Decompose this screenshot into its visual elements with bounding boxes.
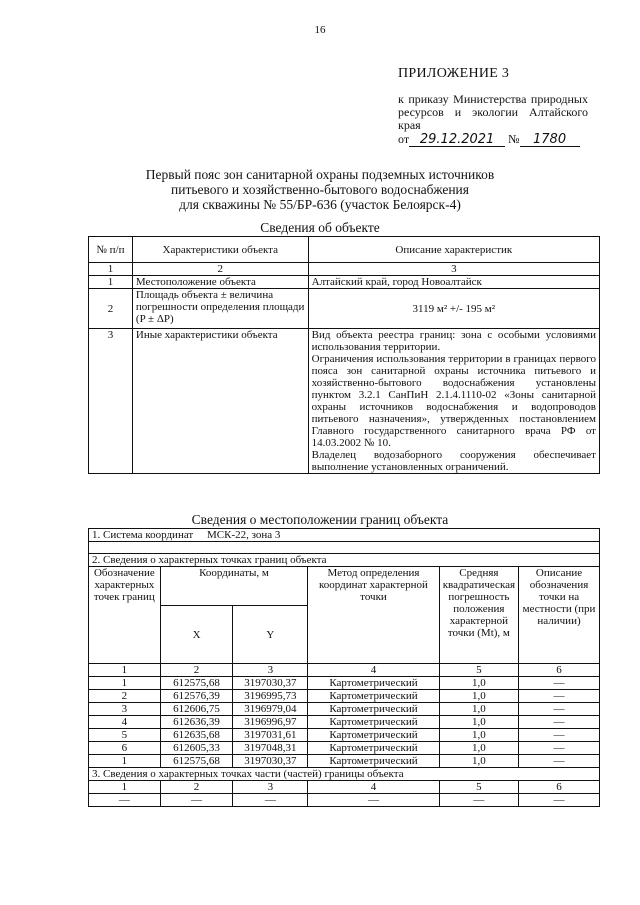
title-line-3: для скважины № 55/БР-636 (участок Белоярск-4) [179, 197, 461, 212]
empty-cell: — [519, 794, 600, 807]
coord-x: 612606,75 [160, 703, 233, 716]
empty-cell: — [160, 794, 233, 807]
table-row [89, 289, 600, 329]
boundary-heading: Сведения о местоположении границ объекта [191, 512, 449, 527]
table-row [89, 742, 600, 755]
row-num: 2 [89, 289, 133, 329]
row-name: Иные характеристики объекта [132, 329, 308, 474]
header-x: X [160, 606, 233, 664]
object-info-heading: Сведения об объекте [260, 220, 380, 235]
point-id: 5 [89, 729, 161, 742]
row-desc: Алтайский край, город Новоалтайск [308, 276, 599, 289]
point-id: 6 [89, 742, 161, 755]
method: Картометрический [308, 755, 439, 768]
coord-x: 612636,39 [160, 716, 233, 729]
accuracy: 1,0 [439, 742, 518, 755]
row-num: 1 [89, 276, 133, 289]
coord-system-label: 1. Система координат [92, 529, 194, 541]
title-line-1: Первый пояс зон санитарной охраны подземных источников [145, 167, 495, 182]
row-name: Местоположение объекта [132, 276, 308, 289]
empty-cell: — [233, 794, 308, 807]
desc-paragraph: Владелец водозаборного сооружения обеспечивает выполнение установленных ограничений. [311, 449, 596, 473]
table-row [89, 329, 600, 474]
point-id: 3 [89, 703, 161, 716]
col-number: 3 [308, 263, 599, 276]
col-number: 6 [519, 664, 600, 677]
marker-description: — [519, 755, 600, 768]
col-number: 6 [519, 781, 600, 794]
desc-paragraph: Вид объекта реестра границ: зона с особыми условиями использования территории. [311, 329, 596, 353]
order-date-number-line [398, 132, 580, 147]
row-num: 3 [89, 329, 133, 474]
col-number: 2 [132, 263, 308, 276]
method: Картометрический [308, 716, 439, 729]
section-2-title: 2. Сведения о характерных точках границ объекта [89, 554, 600, 567]
handwritten-number: 1780 [520, 133, 580, 147]
row-desc: 3119 м² +/- 195 м² [308, 289, 599, 329]
title-line-2: питьевого и хозяйственно-бытового водоснабжения [171, 182, 469, 197]
coord-y: 3196995,73 [233, 690, 308, 703]
method: Картометрический [308, 729, 439, 742]
row-desc [308, 329, 599, 474]
marker-description: — [519, 716, 600, 729]
method: Картометрический [308, 690, 439, 703]
col-number: 3 [233, 781, 308, 794]
point-id: 1 [89, 677, 161, 690]
col-number: 1 [89, 781, 161, 794]
table-row [89, 755, 600, 768]
header-num: № п/п [89, 237, 133, 263]
accuracy: 1,0 [439, 716, 518, 729]
accuracy: 1,0 [439, 729, 518, 742]
point-id: 1 [89, 755, 161, 768]
coord-x: 612605,33 [160, 742, 233, 755]
section-3-title: 3. Сведения о характерных точках части (частей) границы объекта [89, 768, 600, 781]
method: Картометрический [308, 677, 439, 690]
col-number: 5 [439, 664, 518, 677]
col-number: 4 [308, 664, 439, 677]
col-number: 1 [89, 263, 133, 276]
number-label: № [508, 132, 520, 146]
boundary-table [88, 528, 600, 807]
appendix-title: ПРИЛОЖЕНИЕ 3 [398, 66, 510, 81]
row-name: Площадь объекта ± величина погрешности определения площади (P ± ΔP) [132, 289, 308, 329]
order-reference: к приказу Министерства природных ресурсов и экологии Алтайского края [398, 92, 588, 132]
col-number: 4 [308, 781, 439, 794]
header-accuracy: Средняя квадратическая погрешность положения характерной точки (Mt), м [439, 567, 518, 664]
table-row [89, 677, 600, 690]
table-row [89, 276, 600, 289]
col-number: 5 [439, 781, 518, 794]
accuracy: 1,0 [439, 755, 518, 768]
coord-y: 3196979,04 [233, 703, 308, 716]
object-info-table [88, 236, 600, 474]
handwritten-date: 29.12.2021 [409, 133, 505, 147]
document-title [0, 167, 640, 212]
accuracy: 1,0 [439, 703, 518, 716]
coord-y: 3197048,31 [233, 742, 308, 755]
col-number: 1 [89, 664, 161, 677]
spacer-row [89, 542, 600, 554]
header-method: Метод определения координат характерной точки [308, 567, 439, 664]
col-number: 2 [160, 664, 233, 677]
coord-system-value: МСК-22, зона 3 [206, 529, 281, 541]
coord-system-row [89, 529, 600, 542]
point-id: 4 [89, 716, 161, 729]
coord-y: 3196996,97 [233, 716, 308, 729]
empty-cell: — [439, 794, 518, 807]
table-row [89, 703, 600, 716]
desc-paragraph: Ограничения использования территории в границах первого пояса зон санитарной охраны источника питьевого и хозяйственно-бытового водоснабжения установлены пунктом 3.2.1 СанПиН 2.1.4.1110-02 «Зоны санитарной охраны источников водоснабжения и водопроводов питьевого назначения», утвержденных постановлением Главного государственного санитарного врача РФ от 14.03.2002 № 10. [311, 353, 596, 449]
marker-description: — [519, 703, 600, 716]
accuracy: 1,0 [439, 690, 518, 703]
header-characteristic: Характеристики объекта [132, 237, 308, 263]
col-number: 2 [160, 781, 233, 794]
accuracy: 1,0 [439, 677, 518, 690]
table-row [89, 690, 600, 703]
page-number: 16 [314, 24, 326, 36]
marker-description: — [519, 742, 600, 755]
empty-cell: — [308, 794, 439, 807]
empty-cell: — [89, 794, 161, 807]
coord-x: 612576,39 [160, 690, 233, 703]
coord-y: 3197030,37 [233, 677, 308, 690]
coord-y: 3197031,61 [233, 729, 308, 742]
header-y: Y [233, 606, 308, 664]
marker-description: — [519, 690, 600, 703]
coord-x: 612635,68 [160, 729, 233, 742]
coord-x: 612575,68 [160, 677, 233, 690]
table-row [89, 716, 600, 729]
header-point: Обозначение характерных точек границ [89, 567, 161, 664]
method: Картометрический [308, 703, 439, 716]
header-marker: Описание обозначения точки на местности (при наличии) [519, 567, 600, 664]
table-row [89, 729, 600, 742]
col-number: 3 [233, 664, 308, 677]
point-id: 2 [89, 690, 161, 703]
method: Картометрический [308, 742, 439, 755]
header-coords: Координаты, м [160, 567, 308, 606]
header-description: Описание характеристик [308, 237, 599, 263]
marker-description: — [519, 729, 600, 742]
marker-description: — [519, 677, 600, 690]
coord-y: 3197030,37 [233, 755, 308, 768]
date-prefix: от [398, 132, 410, 146]
coord-x: 612575,68 [160, 755, 233, 768]
